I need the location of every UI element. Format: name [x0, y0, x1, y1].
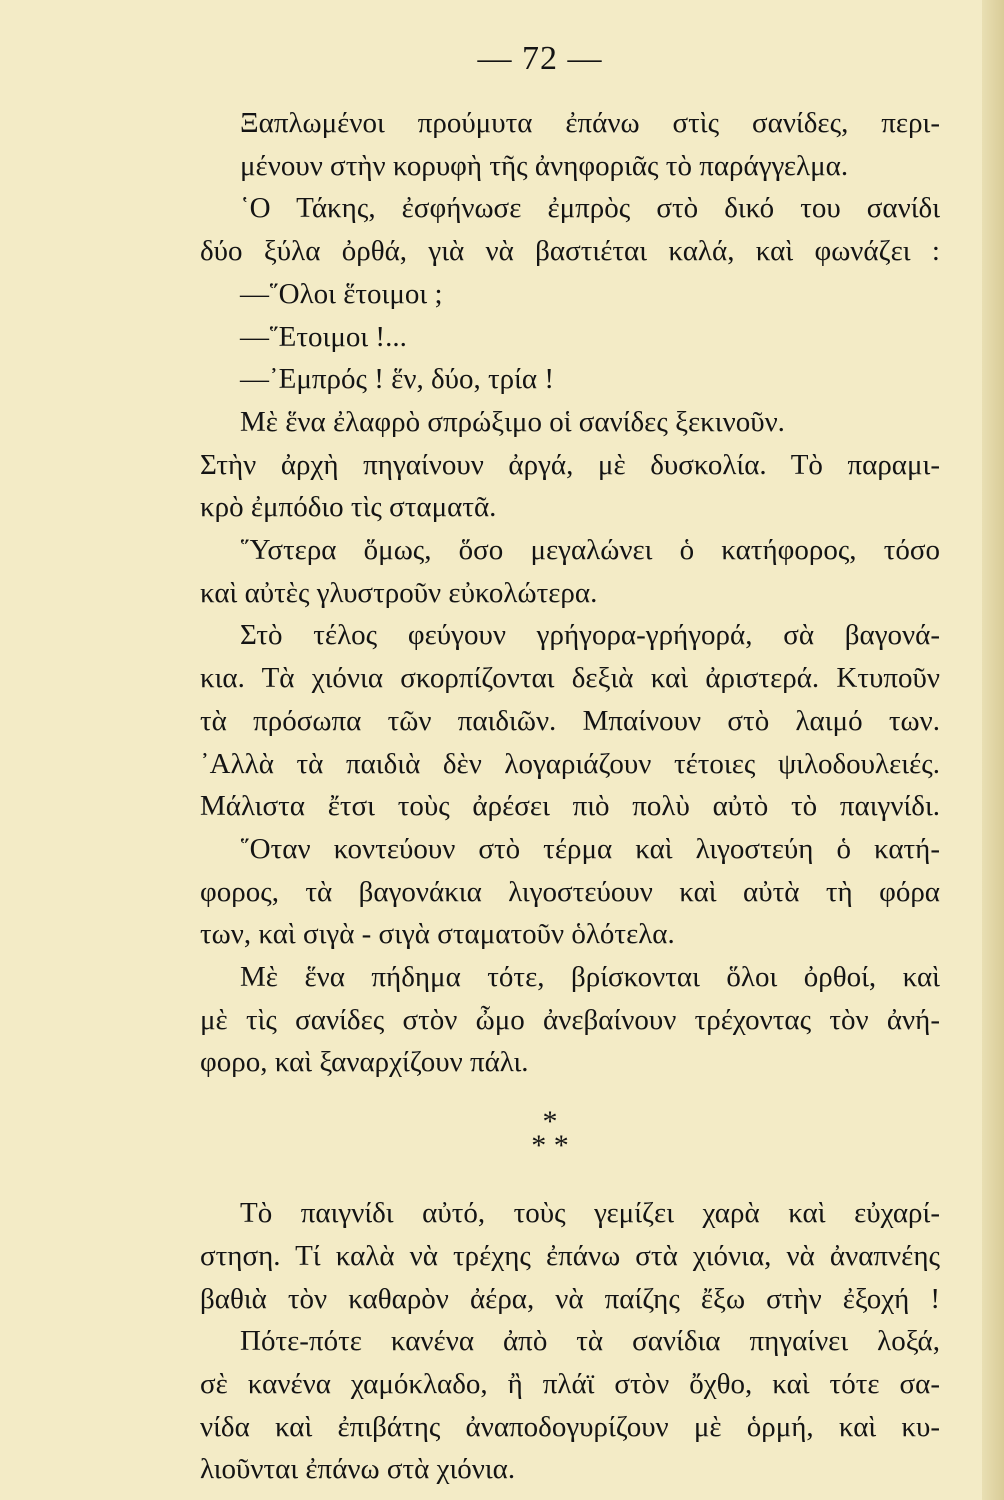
text-line: Μὲ ἕνα πήδημα τότε, βρίσκονται ὅλοι ὀρθοί, καὶ: [240, 961, 940, 994]
text-line: ᾿Αλλὰ τὰ παιδιὰ δὲν λογαριάζουν τέτοιες ψιλοδουλειές.: [200, 747, 940, 780]
text-line: σὲ κανένα χαμόκλαδο, ἢ πλάϊ στὸν ὄχθο, καὶ τότε σα-: [200, 1367, 940, 1400]
text-line: φορο, καὶ ξαναρχίζουν πάλι.: [200, 1046, 529, 1079]
section-spacer: [240, 1158, 940, 1192]
text-line: μὲ τὶς σανίδες στὸν ὦμο ἀνεβαίνουν τρέχοντας τὸν ἀνή-: [200, 1003, 940, 1036]
text-line: ῞Οταν κοντεύουν στὸ τέρμα καὶ λιγοστεύη ὁ κατή-: [240, 832, 940, 865]
text-line: καὶ αὐτὲς γλυστροῦν εὐκολώτερα.: [200, 576, 598, 609]
section-spacer: [240, 1084, 940, 1110]
text-line: δύο ξύλα ὀρθά, γιὰ νὰ βαστιέται καλά, καὶ φωνάζει :: [200, 235, 940, 268]
text-line: στηση. Τί καλὰ νὰ τρέχης ἐπάνω στὰ χιόνια, νὰ ἀναπνέης: [200, 1239, 940, 1272]
text-line: λιοῦνται ἐπάνω στὰ χιόνια.: [200, 1453, 516, 1486]
dialogue-line: —῞Ετοιμοι !...: [240, 320, 407, 353]
asterism-top: *: [542, 1105, 558, 1139]
text-line: κια. Τὰ χιόνια σκορπίζονται δεξιὰ καὶ ἀριστερά. Κτυποῦν: [200, 662, 940, 695]
text-line: Στὴν ἀρχὴ πηγαίνουν ἀργά, μὲ δυσκολία. Τὸ παραμι-: [200, 448, 940, 481]
page-edge: [982, 0, 1004, 1500]
dialogue-line: —῞Ολοι ἕτοιμοι ;: [240, 277, 443, 310]
text-line: νίδα καὶ ἐπιβάτης ἀναποδογυρίζουν μὲ ὁρμή, καὶ κυ-: [200, 1410, 940, 1443]
text-line: Μὲ ἕνα ἐλαφρὸ σπρώξιμο οἱ σανίδες ξεκινοῦν.: [240, 405, 785, 438]
text-line: Πότε-πότε κανένα ἀπὸ τὰ σανίδια πηγαίνει λοξά,: [240, 1325, 940, 1358]
text-line: ῾Ο Τάκης, ἐσφήνωσε ἐμπρὸς στὸ δικό του σανίδι: [240, 192, 940, 225]
text-line: τὰ πρόσωπα τῶν παιδιῶν. Μπαίνουν στὸ λαιμό των.: [200, 704, 940, 737]
text-line: φορος, τὰ βαγονάκια λιγοστεύουν καὶ αὐτὰ τὴ φόρα: [200, 875, 940, 908]
text-line: Ξαπλωμένοι προύμυτα ἐπάνω στὶς σανίδες, περι-: [240, 107, 940, 139]
text-line: μένουν στὴν κορυφὴ τῆς ἀνηφοριᾶς τὸ παράγγελμα.: [240, 149, 849, 182]
text-line: βαθιὰ τὸν καθαρὸν ἀέρα, νὰ παίζης ἔξω στὴν ἐξοχή !: [200, 1282, 940, 1315]
asterism-bottom: * *: [531, 1129, 569, 1163]
dialogue-line: —᾿Εμπρός ! ἕν, δύο, τρία !: [240, 363, 555, 396]
text-line: ῞Υστερα ὅμως, ὅσο μεγαλώνει ὁ κατήφορος, τόσο: [240, 534, 940, 567]
page-number: — 72 —: [477, 40, 603, 77]
text-line: των, καὶ σιγὰ - σιγὰ σταματοῦν ὁλότελα.: [200, 918, 675, 951]
text-line: Τὸ παιγνίδι αὐτό, τοὺς γεμίζει χαρὰ καὶ εὐχαρί-: [240, 1197, 940, 1230]
text-line: Στὸ τέλος φεύγουν γρήγορα-γρήγορά, σὰ βαγονά-: [240, 619, 940, 652]
text-line: Μάλιστα ἔτσι τοὺς ἀρέσει πιὸ πολὺ αὐτὸ τὸ παιγνίδι.: [200, 790, 940, 823]
text-line: κρὸ ἐμπόδιο τὶς σταματᾶ.: [200, 491, 497, 524]
body-text: [200, 102, 940, 1491]
